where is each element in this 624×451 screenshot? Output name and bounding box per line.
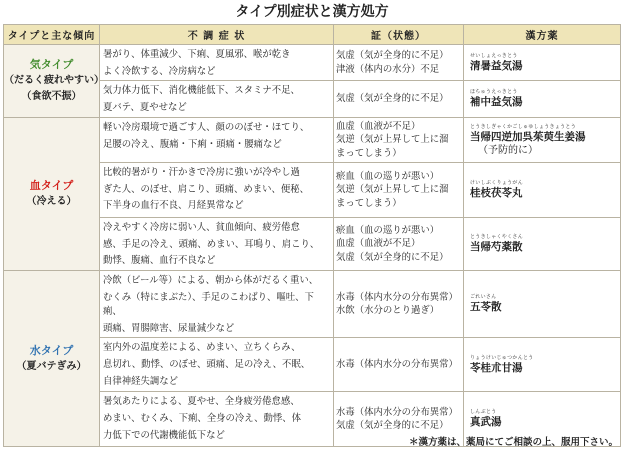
symptoms-cell <box>100 45 334 81</box>
condition-line: 気虚（気が全身的に不足） <box>336 93 449 105</box>
condition-cell <box>334 81 464 118</box>
herb-ruby: しんぶとう <box>470 409 497 416</box>
header-condition: 証（状態） <box>334 25 464 45</box>
symptoms-cell <box>100 81 334 118</box>
type-cell-ketsu <box>4 118 100 271</box>
condition-cell <box>334 338 464 392</box>
symptom-line: 冷えやすく冷房に弱い人、貧血傾向、疲労倦怠 <box>103 222 300 234</box>
header-herb: 漢方薬 <box>464 25 621 45</box>
herb-name: 苓桂朮甘湯 <box>470 361 523 374</box>
condition-line: 血虚（血液が不足） <box>336 238 421 250</box>
herb-ruby: とうきしゃくやくさん <box>470 234 524 241</box>
herb-cell <box>464 118 621 163</box>
type-cell-ki <box>4 45 104 118</box>
table-row <box>4 45 621 81</box>
herb-cell <box>464 218 621 271</box>
symptom-line: 足腰の冷え、腹痛・下痢・頭痛・腰痛など <box>103 138 282 150</box>
page-title: タイプ別症状と漢方処方 <box>235 4 389 20</box>
symptoms-cell <box>100 218 334 271</box>
herb-name: 真武湯 <box>470 416 502 429</box>
type-subtitle: （だるく疲れやすい） <box>4 75 104 87</box>
table-row <box>4 118 621 163</box>
herb-name: 五苓散 <box>470 301 502 314</box>
type-subtitle: （冷える） <box>26 196 77 208</box>
herb-note: （予防的に） <box>478 144 538 156</box>
symptom-line: 軽い冷房環境で過ごす人、顔ののぼせ・ほてり、 <box>103 122 310 134</box>
herb-cell <box>464 81 621 118</box>
type-name: 気タイプ <box>29 58 74 72</box>
condition-cell <box>334 163 464 218</box>
condition-cell <box>334 45 464 81</box>
condition-line: 水毒（体内水分の分布異常） <box>336 291 458 303</box>
header-symptoms: 不 調 症 状 <box>100 25 334 45</box>
herb-cell <box>464 45 621 81</box>
herb-cell <box>464 338 621 392</box>
footnote: ＊漢方薬は、薬局にてご相談の上、服用下さい。 <box>408 437 618 448</box>
type-name: 血タイプ <box>29 179 74 193</box>
table-row <box>4 270 621 337</box>
symptom-line: 気力体力低下、消化機能低下、スタミナ不足、 <box>103 85 300 97</box>
condition-line: 気逆（気が上昇して上に溜 <box>336 184 449 196</box>
herb-name: 桂枝茯苓丸 <box>470 187 523 200</box>
condition-cell <box>334 270 464 337</box>
symptom-line: 室内外の温度差による、めまい、立ちくらみ、 <box>103 342 301 354</box>
symptom-line: 感、手足の冷え、頭痛、めまい、耳鳴り、肩こり、 <box>103 238 320 250</box>
symptoms-cell <box>100 163 334 218</box>
symptoms-cell <box>100 118 334 163</box>
header-type: タイプと主な傾向 <box>4 25 100 45</box>
condition-line: まってしまう） <box>336 147 402 159</box>
condition-line: 瘀血（血の巡りが悪い） <box>336 170 440 182</box>
herb-name: 当帰四逆加呉茱萸生姜湯 <box>470 130 586 143</box>
herb-ruby: とうきしぎゃくかごしゅゆしょうきょうとう <box>470 123 577 130</box>
symptom-line: むくみ（特にまぶた）、手足のこわばり、嘔吐、下痢、 <box>103 291 314 318</box>
symptom-line: 頭痛、胃腸障害、尿量減少など <box>103 322 235 334</box>
symptom-line: 比較的暑がり・汗かきで冷房に強いが冷やし過 <box>103 167 300 179</box>
herb-cell <box>464 163 621 218</box>
symptom-line: 冷飲（ビール等）による、朝から体がだるく重い、 <box>103 274 319 286</box>
table-header-row <box>4 25 621 45</box>
symptom-line: 暑がり、体重減少、下痢、夏風邪、喉が乾き <box>103 49 291 60</box>
herb-name: 当帰芍薬散 <box>470 241 523 254</box>
condition-line: 気虚（気が全身的に不足） <box>336 420 449 432</box>
symptom-line: 自律神経失調など <box>103 375 179 387</box>
symptom-line: 下半身の血行不良、月経異常など <box>103 200 244 212</box>
symptoms-cell <box>100 338 334 392</box>
symptom-line: よく冷飲する、冷房病など <box>103 65 216 77</box>
condition-line: 気虚（気が全身的に不足） <box>336 50 449 62</box>
symptom-line: 息切れ、動悸、のぼせ、頭痛、足の冷え、不眠、 <box>103 358 311 370</box>
herb-ruby: けいしぶくりょうがん <box>470 180 524 187</box>
herb-ruby: ごれいさん <box>470 294 497 301</box>
symptoms-cell <box>100 270 334 337</box>
condition-line: 津液（体内の水分）不足 <box>336 63 440 75</box>
symptom-line: めまい、むくみ、下痢、全身の冷え、動悸、体 <box>103 412 302 424</box>
condition-line: 瘀血（血の巡りが悪い） <box>336 224 440 236</box>
prescription-table <box>3 24 621 447</box>
condition-cell <box>334 218 464 271</box>
condition-line: 水毒（体内水分の分布異常） <box>336 406 458 418</box>
type-subtitle: （食欲不振） <box>21 91 82 103</box>
condition-line: 水飲（水分のとり過ぎ） <box>336 305 440 317</box>
type-name: 水タイプ <box>29 343 74 357</box>
condition-line: 水毒（体内水分の分布異常） <box>336 359 458 371</box>
symptom-line: 夏バテ、夏やせなど <box>103 101 187 113</box>
condition-line: まってしまう） <box>336 197 402 209</box>
symptoms-cell <box>100 392 334 447</box>
herb-name: 補中益気湯 <box>470 96 523 109</box>
condition-line: 血虚（血液が不足） <box>336 120 421 132</box>
herb-ruby: ほちゅうえっきとう <box>470 89 518 96</box>
type-subtitle: （夏バテぎみ） <box>16 360 87 372</box>
herb-name: 清暑益気湯 <box>470 59 523 72</box>
symptom-line: 動悸、腹痛、血行不良など <box>103 255 216 267</box>
condition-cell <box>334 118 464 163</box>
symptom-line: 暑気あたりによる、夏やせ、全身疲労倦怠感、 <box>103 396 300 408</box>
condition-line: 気虚（気が全身的に不足） <box>336 251 449 263</box>
condition-line: 気逆（気が上昇して上に溜 <box>336 134 449 146</box>
symptom-line: 力低下での代謝機能低下など <box>103 429 225 441</box>
herb-ruby: せいしょえっきとう <box>470 52 518 59</box>
herb-ruby: りょうけいじゅつかんとう <box>470 354 534 361</box>
herb-cell <box>464 270 621 337</box>
symptom-line: ぎた人、のぼせ、肩こり、頭痛、めまい、便秘、 <box>103 183 309 195</box>
type-cell-sui <box>4 270 100 446</box>
